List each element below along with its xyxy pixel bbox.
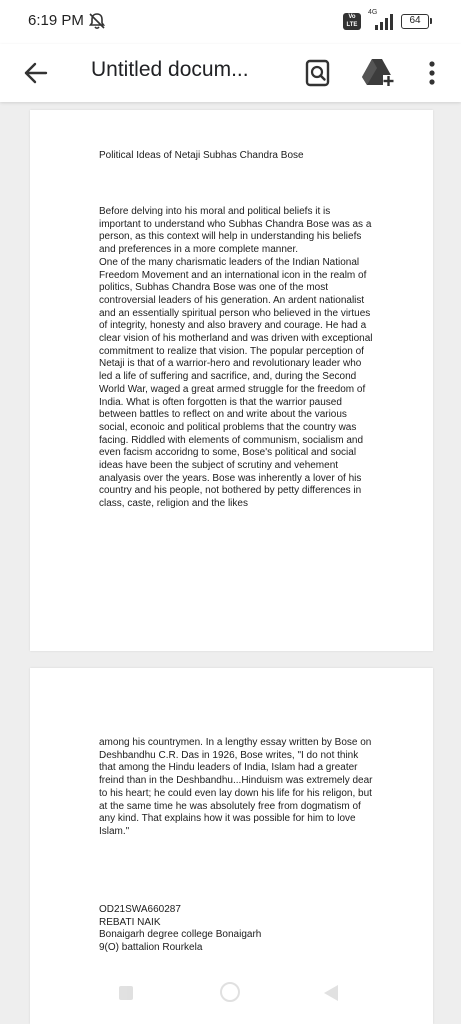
more-vert-icon[interactable] <box>420 58 444 88</box>
signature-roll: OD21SWA660287 <box>99 904 181 915</box>
network-type: 4G <box>368 9 378 16</box>
document-title[interactable]: Untitled docum... <box>91 58 249 81</box>
battery-tip <box>430 18 432 24</box>
battery-icon: 64 <box>401 14 429 29</box>
document-page-1[interactable] <box>30 110 433 651</box>
recents-icon[interactable] <box>119 986 133 1000</box>
notifications-muted-icon <box>87 11 107 31</box>
home-icon[interactable] <box>220 982 240 1002</box>
volte-icon: Vo LTE <box>343 13 361 30</box>
status-time: 6:19 PM <box>28 12 84 29</box>
page-2-body-text: among his countrymen. In a lengthy essay written by Bose on Deshbandhu C.R. Das in 1926, Bose writes, "I do not think that among the Hindu leaders of India, Islam had a greater freind than in the Deshbandhu...Hinduism was extremely dear to his heart; he could even lay down his life for his religon, but at the same time he was absolutely free from dogmatism of any kind. That explains how it was possible for him to love Islam." <box>99 737 373 837</box>
signature-name: REBATI NAIK <box>99 916 161 928</box>
status-bar <box>0 0 461 44</box>
signature-block <box>99 904 261 955</box>
signature-college: Bonaigarh degree college Bonaigarh <box>99 929 262 941</box>
document-heading: Political Ideas of Netaji Subhas Chandra Bose <box>99 150 304 161</box>
preview-search-icon[interactable] <box>303 58 333 88</box>
app-bar <box>0 44 461 102</box>
page-1-body-text: Before delving into his moral and political beliefs it is important to understand who Subhas Chandra Bose was as a person, as this context will help in understanding his beliefs and preferences in a more complete manner. One of the many charismatic leaders of the Indian National Freedom Movement and an international icon in the realm of politics, Subhas Chandra Bose was one of the most controversial leaders of his generation. An ardent nationalist and an essentially spiritual person who believed in the virtues of integrity, honesty and also bravery and courage. He had a clear vision of his motherland and was driven with exceptional commitment to realize that vision. The popular perception of Netaji is that of a warrior-hero and revolutionary leader who led a life of suffering and sacrifice, and, during the Second World War, waged a great armed struggle for the freedom of India. What is often forgotten is that the warrior paused between battles to reflect on and write about the various social, econoic and political problems that the country was facing. Riddled with elements of communism, socialism and even facism accoridng to some, Bose's political and social ideas have been the subject of scrutiny and vehement analyasis over the years. Bose was inherently a lover of his country and his people, not bothered by petty differences in class, caste, religion and the likes <box>99 206 373 510</box>
signature-battalion: 9(O) battalion Rourkela <box>99 942 203 954</box>
nav-back-icon[interactable] <box>324 985 338 1001</box>
signal-strength-icon <box>365 13 397 31</box>
arrow-left-icon[interactable] <box>22 59 50 87</box>
drive-add-icon[interactable] <box>361 56 395 88</box>
system-nav-bar <box>0 978 461 1010</box>
document-page-2[interactable] <box>30 668 433 1024</box>
